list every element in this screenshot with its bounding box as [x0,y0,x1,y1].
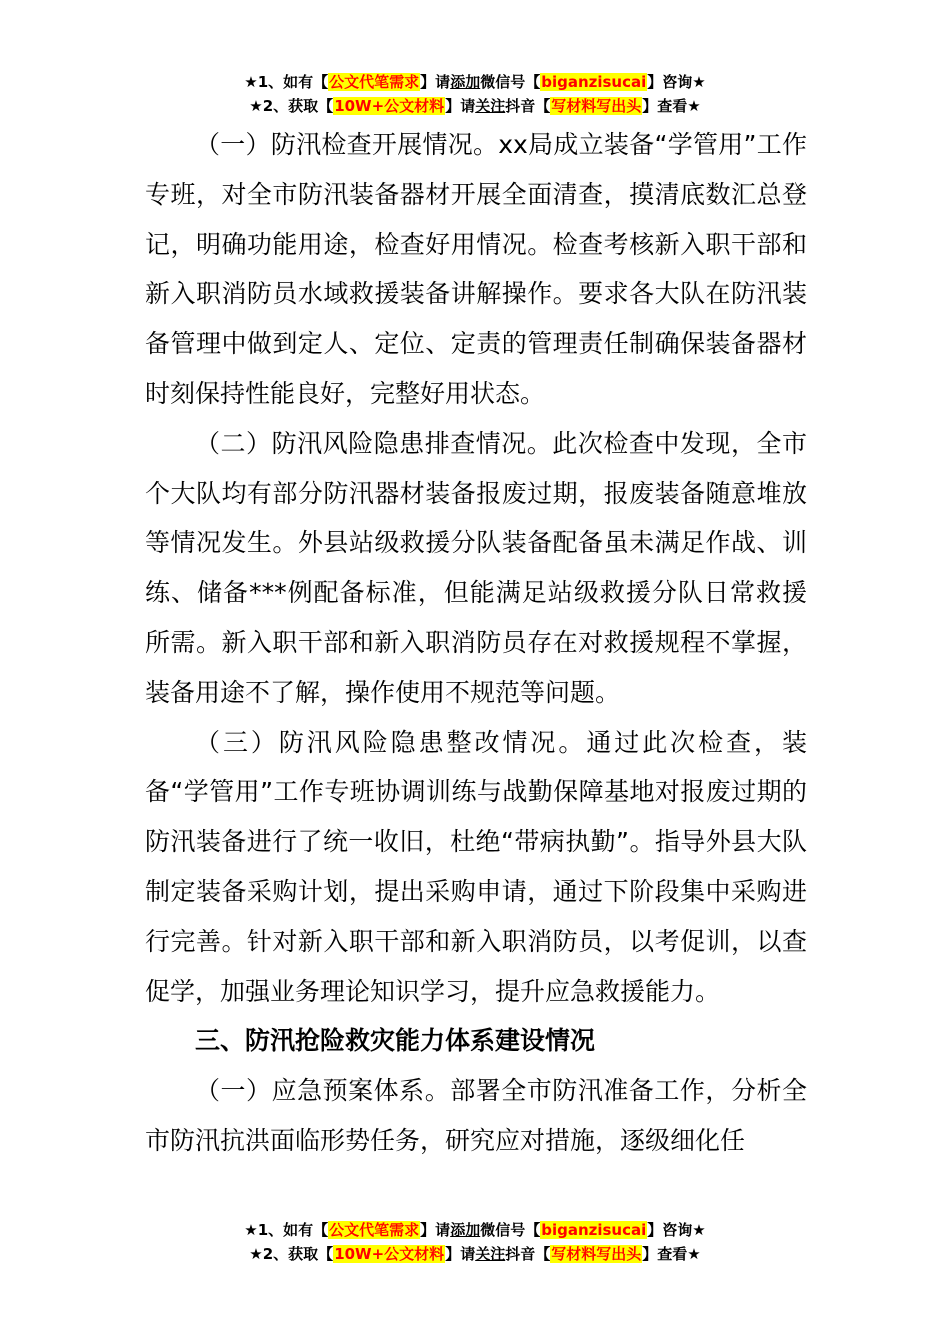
banner-text: ★2、获取【 [249,1245,334,1263]
banner-emphasis: 关注 [475,97,506,115]
banner-text: ★2、获取【 [249,97,334,115]
document-body [145,120,807,1166]
banner-text: 抖音【 [505,1245,551,1263]
banner-text: 】请 [420,73,451,91]
banner-text: 】查看★ [642,97,701,115]
top-banner [0,70,950,118]
section-heading: 三、防汛抢险救灾能力体系建设情况 [195,1026,596,1056]
banner-text: 微信号【 [480,73,541,91]
banner-highlight: 公文代笔需求 [329,73,420,91]
banner-emphasis: 添加 [450,73,481,91]
banner-highlight: 10W+公文材料 [334,1245,445,1263]
banner-text: 】请 [420,1221,451,1239]
banner-emphasis: 关注 [475,1245,506,1263]
banner-line-1 [0,70,950,94]
bottom-banner [0,1218,950,1266]
banner-text: 】咨询★ [647,1221,706,1239]
banner-line-2 [0,1242,950,1266]
banner-text: 】咨询★ [647,73,706,91]
banner-text: 】请 [445,1245,476,1263]
paragraph-risk-screening: （二）防汛风险隐患排查情况。此次检查中发现，全市个大队均有部分防汛器材装备报废过期，报废装备随意堆放等情况发生。外县站级救援分队装备配备虽未满足作战、训练、储备***例配备标准，但能满足站级救援分队日常救援所需。新入职干部和新入职消防员存在对救援规程不掌握，装备用途不了解，操作使用不规范等问题。 [145,428,807,707]
banner-emphasis: 添加 [450,1221,481,1239]
paragraph-rectification: （三）防汛风险隐患整改情况。通过此次检查，装备“学管用”工作专班协调训练与战勤保障基地对报废过期的防汛装备进行了统一收旧，杜绝“带病执勤”。指导外县大队制定装备采购计划，提出采购申请，通过下阶段集中采购进行完善。针对新入职干部和新入职消防员，以考促训，以查促学，加强业务理论知识学习，提升应急救援能力。 [145,727,807,1006]
banner-text: 】请 [445,97,476,115]
banner-highlight: biganzisucai [541,73,647,91]
banner-highlight: 公文代笔需求 [329,1221,420,1239]
banner-text: 】查看★ [642,1245,701,1263]
banner-text: ★1、如有【 [244,73,329,91]
banner-text: 微信号【 [480,1221,541,1239]
banner-highlight: 写材料写出头 [551,1245,642,1263]
banner-text: ★1、如有【 [244,1221,329,1239]
banner-highlight: 写材料写出头 [551,97,642,115]
banner-highlight: biganzisucai [541,1221,647,1239]
banner-text: 抖音【 [505,97,551,115]
banner-line-1 [0,1218,950,1242]
banner-highlight: 10W+公文材料 [334,97,445,115]
paragraph-emergency-plan: （一）应急预案体系。部署全市防汛准备工作，分析全市防汛抗洪面临形势任务，研究应对措施，逐级细化任 [145,1076,807,1155]
banner-line-2 [0,94,950,118]
paragraph-inspection: （一）防汛检查开展情况。xx局成立装备“学管用”工作专班，对全市防汛装备器材开展全面清查，摸清底数汇总登记，明确功能用途，检查好用情况。检查考核新入职干部和新入职消防员水域救援装备讲解操作。要求各大队在防汛装备管理中做到定人、定位、定责的管理责任制确保装备器材时刻保持性能良好，完整好用状态。 [145,130,807,408]
